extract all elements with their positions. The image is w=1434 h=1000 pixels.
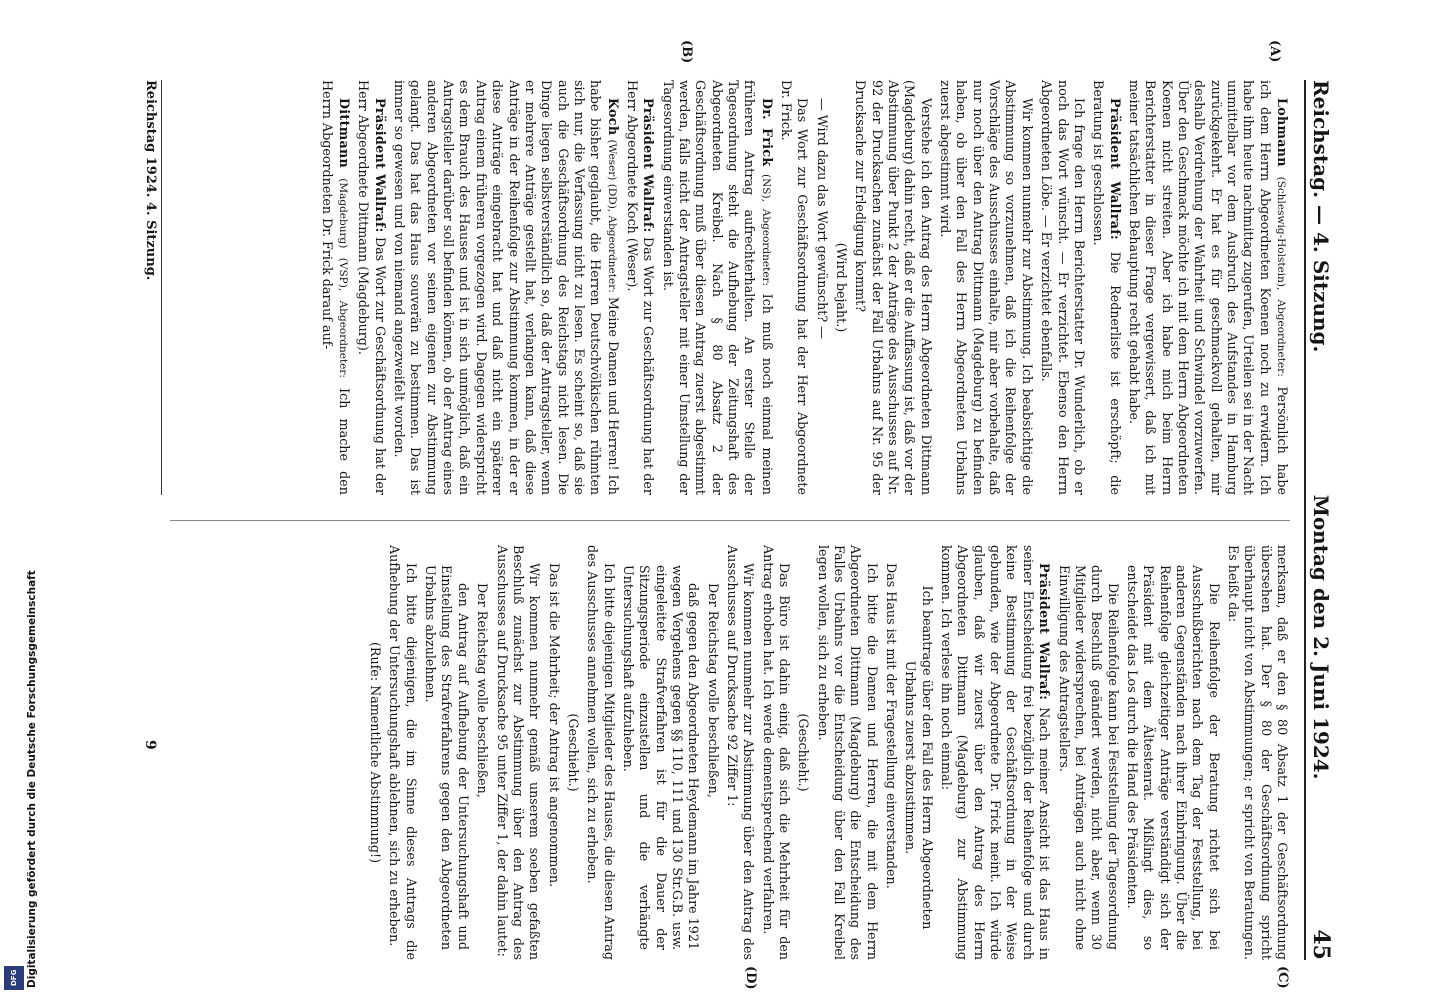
quoted-text: Der Reichstag wolle beschließen, [705,583,721,798]
paragraph: Das ist die Mehrheit; der Antrag ist angenommen. [546,563,562,888]
paragraph: Ich bitte diejenigen, die im Sinne dieses Antrags die Aufhebung der Untersuchungshaft ablehnen, sich zu erheben. [387,545,419,960]
right-column [160,545,1290,960]
speaker-name: Präsident Wallraf: [641,98,657,233]
rotated-page [40,0,1434,1000]
speech-paragraph [318,80,352,495]
quoted-text: den Antrag auf Aufhebung der Untersuchungshaft und Einstellung des Strafverfahrens gegen den Abgeordneten Urbahns abzulehnen. [423,565,471,950]
speaker-affiliation: (Magdeburg) (VSP), Abgeordneter: [337,178,350,378]
speech-paragraph [391,80,621,495]
paragraph: Das Wort zur Geschäftsordnung hat der Herr Abgeordnete Dr. Frick. [779,80,811,495]
page-header [1304,80,1334,960]
speaker-name: Präsident Wallraf: [1037,563,1053,701]
paragraph: — Wird dazu das Wort gewünscht? — [814,98,830,339]
speaker-name: Lohmann [1275,98,1290,167]
speech-paragraph [1126,80,1290,495]
paragraph: Ich bitte diejenigen Mitglieder des Hauses, die diesen Antrag des Ausschusses annehmen wollen, sich zu erheben. [585,545,617,960]
speaker-name: Präsident Wallraf: [372,98,388,233]
quoted-motion: Ich beantrage über den Fall des Herrn Abgeordneten Urbahns zuerst abzustimmen. [903,585,935,930]
digitization-credit: Digitalisierung gefördert durch die Deutsche Forschungsgemeinschaft [26,570,38,988]
document-page [94,40,1334,990]
speaker-name: Koch [605,98,621,136]
speech-paragraph [624,80,657,495]
paragraph: Verstehe ich den Antrag des Herrn Abgeordneten Dittmann (Magdeburg) dahin recht, daß er die Auffassung ist, daß vor der Abstimmung über Punkt 2 der Anträge des Ausschusses auf Nr. 92 der Drucksachen zunächst der Fall Urbahns auf Nr. 95 der Drucksache zur Erledigung kommt? [853,80,934,495]
speech-text: Das Wort zur Geschäftsordnung hat der Herr Abgeordnete Dittmann (Magdeburg). [356,80,388,495]
speech-text: Das Wort zur Geschäftsordnung hat der Herr Abgeordnete Koch (Weser). [624,80,657,495]
margin-mark-c: (C) [1275,966,1290,989]
paragraph: Ich frage den Herrn Berichterstatter Dr. Wunderlich, ob er noch das Wort wünscht. — Er verzichtet. Ebenso den Herrn Abgeordneten Löbe. — Er verzichtet ebenfalls. [1039,80,1087,495]
continued-paragraph: merksam, daß er den § 80 Absatz 1 der Geschäftsordnung übersehen hat. Der § 80 der Geschäftsordnung spricht überhaupt nicht von Abstimmungen; er spricht von Beratungen. Es heißt da: [1225,545,1290,960]
speaker-affiliation: (NS), Abgeordneter: [759,174,772,287]
footer-signature: 9 [142,740,158,750]
quoted-text: Die Reihenfolge kann bei Feststellung der Tagesordnung durch Beschluß geändert werden, nicht aber, wenn 30 Mitglieder widersprechen, bei Anträgen auch nicht ohne Einwilligung des Antragstellers. [1056,565,1121,950]
paragraph: Das Haus ist mit der Fragestellung einverstanden. [884,563,900,889]
interjection: (Geschieht.) [565,713,581,792]
interjection: (Rufe: Namentliche Abstimmung!) [368,641,384,864]
paragraph: Das Büro ist dahin einig, daß sich die Mehrheit für den Antrag erhoben hat. Ich werde dementsprechend verfahren. [760,545,793,960]
header-left: Reichstag. — 4. Sitzung. [1309,80,1333,353]
speech-text: Die Rednerliste ist erschöpft; die Beratung ist geschlossen. [1091,80,1123,495]
header-center: Montag den 2. Juni 1924. [1309,494,1333,780]
speech-text: Ich mache den Herrn Abgeordneten Dr. Frick darauf auf- [319,80,353,495]
speech-text: Persönlich habe ich dem Herrn Abgeordneten Koenen noch zu erwidern. Ich habe ihm heute nachmittag zugerufen, Urteilen sei in der Nacht unmittelbar vor dem Ausbruch des Aufstandes in Hamburg zurückgekehrt. Er hat es für geschmackvoll gehalten, mir deshalb Verdrehung der Wahrheit und Schwindel vorzuwerfen. Über den Geschmack möchte ich mit dem Herrn Abgeordneten Koenen nicht streiten. Aber ich habe mich beim Herrn Berichterstatter in dieser Frage vergewissert, daß ich mit meiner tatsächlichen Behauptung recht gehabt habe. [1126,80,1290,495]
speaker-affiliation: (Schleswig-Holstein), Abgeordneter: [1275,176,1287,377]
speech-paragraph [1090,80,1123,495]
paragraph: Wir kommen nunmehr zur Abstimmung über den Antrag des Ausschusses auf Drucksache 92 Ziffer 1: [725,545,757,960]
speaker-affiliation: (Weser) (DD), Abgeordneter: [605,139,618,293]
column-divider [170,520,1290,521]
speaker-name: Dittmann [337,98,353,169]
margin-mark-b: (B) [679,40,694,64]
speech-paragraph [659,80,774,495]
left-column [160,80,1290,495]
speaker-name: Dr. Frick [759,98,775,167]
quoted-text: Der Reichstag wolle beschließen, [475,583,491,798]
dfg-logo: DFG [4,966,24,990]
speech-text: Meine Damen und Herren! Ich habe bisher geglaubt, die Herren Deutschvölkischen rühmten sich nur, die Verfassung nicht zu lesen. Es scheint so, daß sie auch die Geschäftsordnung des Reichstags nicht lesen. Die Dinge liegen selbstverständlich so, daß der Antragsteller, wenn er mehrere Anträge gestellt hat, verlangen kann, daß diese Anträge in der Reihenfolge zur Abstimmung kommen, in der er diese Anträge eingebracht hat und daß nicht ein späterer Antrag einem früheren vorgezogen wird. Dagegen widerspricht es dem Brauch des Hauses und ist in sich unmöglich, daß ein Antragsteller darüber soll befinden können, ob der Antrag eines anderen Abgeordneten vor seinen eigenen zur Abstimmung gelangt. Das hat das Haus souverän zu bestimmen. Das ist immer so gewesen und von niemand angezweifelt worden. [392,80,621,495]
paragraph: Wir kommen nunmehr zur Abstimmung. Ich beabsichtige die Abstimmung so vorzunehmen, daß ich die Reihenfolge der Vorschläge des Ausschusses einhalte, mir aber vorbehalte, daß nur noch über den Antrag Dittmann (Magdeburg) zu befinden haben, ob über den Fall des Herrn Abgeordneten Urbahns zuerst abgestimmt wird. [938,80,1035,495]
side-margin [0,0,38,1000]
speech-text: Ich muß noch einmal meinen früheren Antrag aufrechterhalten. An erster Stelle der Tagesordnung steht die Aufhebung der Zeitungshaft des Abgeordneten Kreibel. Nach § 80 Absatz 2 der Geschäftsordnung muß über diesen Antrag zuerst abgestimmt werden, falls nicht der Antragsteller mit einer Umstellung der Tagesordnung einverstanden ist. [660,80,775,495]
margin-mark-a: (A) [1267,40,1282,63]
speaker-name: Präsident Wallraf: [1107,98,1123,240]
speech-text: Nach meiner Ansicht ist das Haus in seiner Entscheidung frei bezüglich der Reihenfolge und durch keine Bestimmung der Geschäftsordnung in der Weise gebunden, wie der Abgeordnete Dr. Frick meint. Ich würde glauben, daß wir zuerst über den Antrag des Herrn Abgeordneten Dittmann (Magdeburg) zur Abstimmung kommen. Ich verlese ihn noch einmal: [939,545,1053,960]
interjection: (Geschieht.) [796,713,812,792]
speech-paragraph [938,545,1052,960]
interjection: (Wird bejaht.) [834,242,850,333]
page-number: 45 [1308,929,1334,960]
footer-left: Reichstag 1924. 4. Sitzung. [143,80,162,495]
quoted-text: daß gegen den Abgeordneten Heydemann im Jahre 1921 wegen Vergehens gegen §§ 110, 111 und 130 Str.G.B. usw. eingeleitete Strafverfahren ist für die Dauer der Sitzungsperiode einzustellen und die verhängte Untersuchungshaft aufzuheben. [620,565,702,950]
paragraph: Wir kommen nunmehr gemäß unserem soeben gefaßten Beschluß zunächst zur Abstimmung über den Antrag des Ausschusses auf Drucksache 95 unter Ziffer 1, der dahin lautet: [494,545,543,960]
paragraph: Ich bitte die Damen und Herren, die mit dem Herrn Abgeordneten Dittmann (Magdeburg) die Entscheidung des Falles Urbahns vor die Entscheidung über den Fall Kreibel legen wollen, sich zu erheben. [815,545,880,960]
quoted-text: Die Reihenfolge der Beratung richtet sich bei Ausschußberichten nach dem Tag der Feststellung, bei anderen Gegenständen nach ihrer Einbringung. Über die Reihenfolge gleichzeitiger Anträge verständigt sich der Präsident mit dem Ältestenrat. Mißlingt dies, so entscheidet das Los durch die Hand des Präsidenten. [1124,565,1222,950]
margin-mark-d: (D) [743,966,758,990]
speech-paragraph [355,80,388,495]
